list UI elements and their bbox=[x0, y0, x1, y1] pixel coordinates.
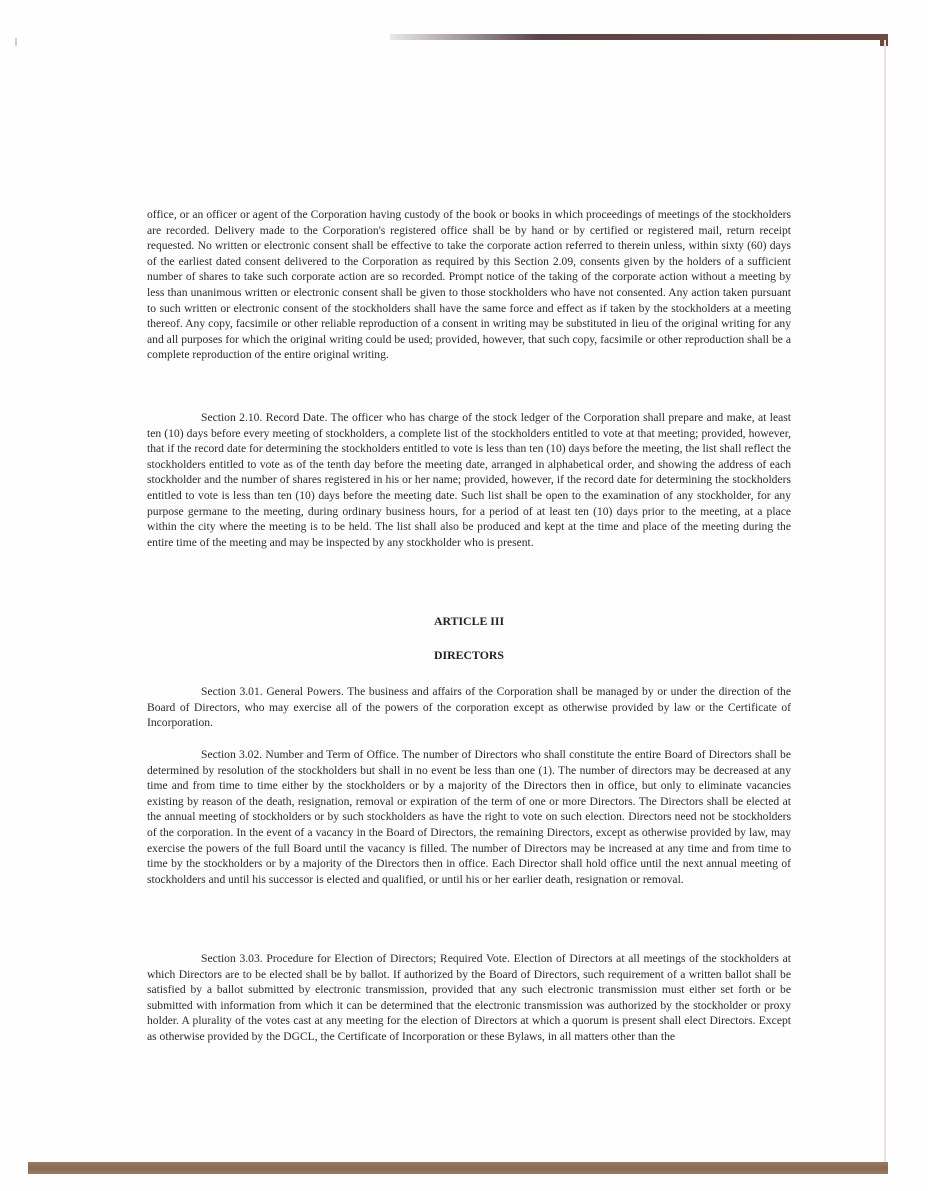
paragraph-text: Section 3.01. General Powers. The business and affairs of the Corporation shall be managed by or under the direction of the Board of Directors, who may exercise all of the powers of the corporation except as otherwise provided by law or the Certificate of Incorporation. bbox=[147, 685, 791, 730]
scan-bottom-edge bbox=[28, 1162, 888, 1174]
article-heading: ARTICLE III bbox=[433, 614, 505, 628]
paragraph-continuation bbox=[147, 207, 791, 363]
article-title: DIRECTORS bbox=[434, 648, 504, 662]
scan-right-edge bbox=[884, 40, 886, 1162]
section-3-02 bbox=[147, 747, 791, 887]
paragraph-text: Section 2.10. Record Date. The officer who has charge of the stock ledger of the Corporation shall prepare and make, at least ten (10) days before every meeting of stockholders, a complete list of the stockholders entitled to vote at that meeting; provided, however, that if the record date for determining the stockholders entitled to vote is less than ten (10) days before the meeting, the list shall reflect the stockholders entitled to vote as of the tenth day before the meeting date, arranged in alphabetical order, and showing the address of each stockholder and the number of shares registered in his or her name; provided, however, if the record date for determining the stockholders entitled to vote is less than ten (10) days before the meeting date. Such list shall be open to the examination of any stockholder, for any purpose germane to the meeting, during ordinary business hours, for a period of at least ten (10) days prior to the meeting, at a place within the city where the meeting is to be held. The list shall also be produced and kept at the time and place of the meeting during the entire time of the meeting and may be inspected by any stockholder who is present. bbox=[147, 411, 791, 549]
scan-artifact-mark bbox=[15, 38, 17, 46]
paragraph-text: office, or an officer or agent of the Corporation having custody of the book or books in which proceedings of meetings of the stockholders are recorded. Delivery made to the Corporation's registered office shall be by hand or by certified or registered mail, return receipt requested. No written or electronic consent shall be effective to take the corporate action referred to therein unless, within sixty (60) days of the earliest dated consent delivered to the Corporation as required by this Section 2.09, consents given by the holders of a sufficient number of shares to take such corporate action are so recorded. Prompt notice of the taking of the corporate action without a meeting by less than unanimous written or electronic consent shall be given to those stockholders who have not consented. Any action taken pursuant to such written or electronic consent of the stockholders shall have the same force and effect as if taken by the stockholders at a meeting thereof. Any copy, facsimile or other reliable reproduction of a consent in writing may be substituted in lieu of the original writing for any and all purposes for which the original writing could be used; provided, however, that such copy, facsimile or other reproduction shall be a complete reproduction of the entire original writing. bbox=[147, 208, 791, 362]
paragraph-text: Section 3.03. Procedure for Election of Directors; Required Vote. Election of Directors at all meetings of the stockholders at which Directors are to be elected shall be by ballot. If authorized by the Board of Directors, such requirement of a written ballot shall be satisfied by a ballot submitted by electronic transmission, provided that any such electronic transmission must either set forth or be submitted with information from which it can be determined that the electronic transmission was authorized by the stockholder or proxy holder. A plurality of the votes cast at any meeting for the election of Directors at which a quorum is present shall elect Directors. Except as otherwise provided by the DGCL, the Certificate of Incorporation or these Bylaws, in all matters other than the bbox=[147, 952, 791, 1043]
section-2-10 bbox=[147, 410, 791, 550]
paragraph-text: Section 3.02. Number and Term of Office. The number of Directors who shall constitute the entire Board of Directors shall be determined by resolution of the stockholders but shall in no event be less than one (1). The number of directors may be decreased at any time and from time to time either by the stockholders or by a majority of the Directors then in office, but only to eliminate vacancies existing by reason of the death, resignation, removal or expiration of the term of one or more Directors. The Directors shall be elected at the annual meeting of stockholders or by such stockholders as have the right to vote on such election. Directors need not be stockholders of the corporation. In the event of a vacancy in the Board of Directors, the remaining Directors, except as otherwise provided by law, may exercise the powers of the full Board until the vacancy is filled. The number of Directors may be increased at any time and from time to time by the stockholders or by a majority of the Directors then in office. Each Director shall hold office until the next annual meeting of stockholders and until his successor is elected and qualified, or until his or her earlier death, resignation or removal. bbox=[147, 748, 791, 886]
section-3-03 bbox=[147, 951, 791, 1045]
section-3-01 bbox=[147, 684, 791, 731]
scan-top-edge bbox=[390, 34, 888, 40]
